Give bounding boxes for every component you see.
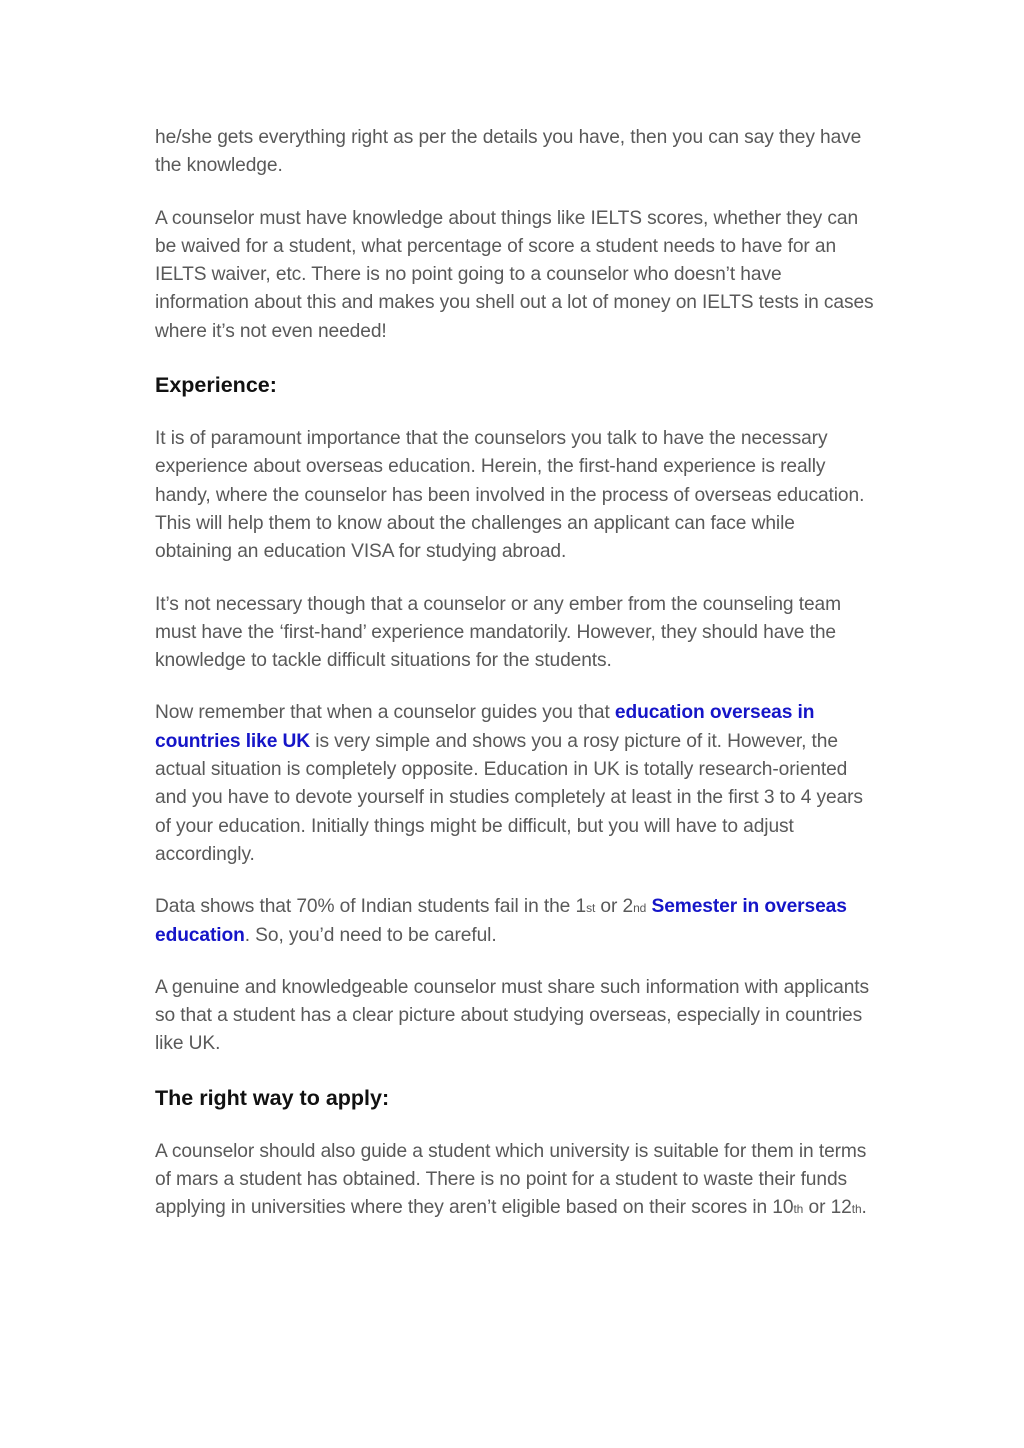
paragraph-ielts bbox=[155, 205, 875, 346]
superscript-th: th bbox=[851, 1202, 862, 1217]
paragraph-genuine-counselor bbox=[155, 974, 875, 1059]
paragraph-text: Data shows that 70% of Indian students fail in the 1 bbox=[155, 896, 587, 918]
paragraph-first-hand bbox=[155, 591, 875, 676]
paragraph-uk-education bbox=[155, 699, 875, 869]
paragraph-text: It’s not necessary though that a counselor or any ember from the counseling team must have the ‘first-hand’ experience mandatorily. However, they should have the knowledge to tackle difficult situations for the students. bbox=[155, 593, 841, 672]
paragraph-text: or 2 bbox=[595, 896, 634, 918]
paragraph-text: It is of paramount importance that the counselors you talk to have the necessary experience about overseas education. Herein, the first-hand experience is really handy, where the counselor has been involved in the process of overseas education. This will help them to know about the challenges an applicant can face while obtaining an education VISA for studying abroad. bbox=[155, 428, 865, 563]
paragraph-text: A genuine and knowledgeable counselor must share such information with applicants so that a student has a clear picture about studying overseas, especially in countries like UK. bbox=[155, 976, 870, 1055]
paragraph-text: he/she gets everything right as per the details you have, then you can say they have the knowledge. bbox=[155, 127, 862, 177]
paragraph-experience-importance bbox=[155, 425, 875, 566]
link-education-overseas-uk[interactable]: education overseas in countries like UK bbox=[155, 702, 815, 752]
paragraph-text: is very simple and shows you a rosy picture of it. However, the actual situation is completely opposite. Education in UK is totally research-oriented and you have to devote yourself in studies completely at least in the first 3 to 4 years of your education. Initially things might be difficult, but you will have to adjust accordingly. bbox=[155, 730, 863, 865]
paragraph-text: A counselor should also guide a student which university is suitable for them in terms of mars a student has obtained. There is no point for a student to waste their funds applying in universities where they aren’t eligible based on their scores in 10 bbox=[155, 1140, 867, 1219]
document-page bbox=[155, 124, 875, 1247]
paragraph-text: Now remember that when a counselor guides you that bbox=[155, 702, 615, 724]
superscript-th: th bbox=[793, 1202, 804, 1217]
link-semester-overseas-education[interactable]: Semester in overseas education bbox=[155, 896, 847, 946]
paragraph-knowledge-intro bbox=[155, 124, 875, 181]
paragraph-text: A counselor must have knowledge about things like IELTS scores, whether they can be waived for a student, what percentage of score a student needs to have for an IELTS waiver, etc. There is no point going to a counselor who doesn’t have information about this and makes you shell out a lot of money on IELTS tests in cases where it’s not even needed! bbox=[155, 207, 874, 342]
paragraph-data-shows bbox=[155, 893, 875, 950]
paragraph-text: . So, you’d need to be careful. bbox=[244, 924, 497, 946]
superscript-st: st bbox=[586, 901, 596, 916]
paragraph-text: or 12 bbox=[803, 1197, 852, 1219]
heading-experience: Experience: bbox=[155, 373, 277, 398]
heading-right-way-to-apply: The right way to apply: bbox=[155, 1085, 390, 1110]
paragraph-text: . bbox=[861, 1197, 867, 1219]
superscript-nd: nd bbox=[633, 901, 647, 916]
paragraph-university-suitability bbox=[155, 1138, 875, 1223]
